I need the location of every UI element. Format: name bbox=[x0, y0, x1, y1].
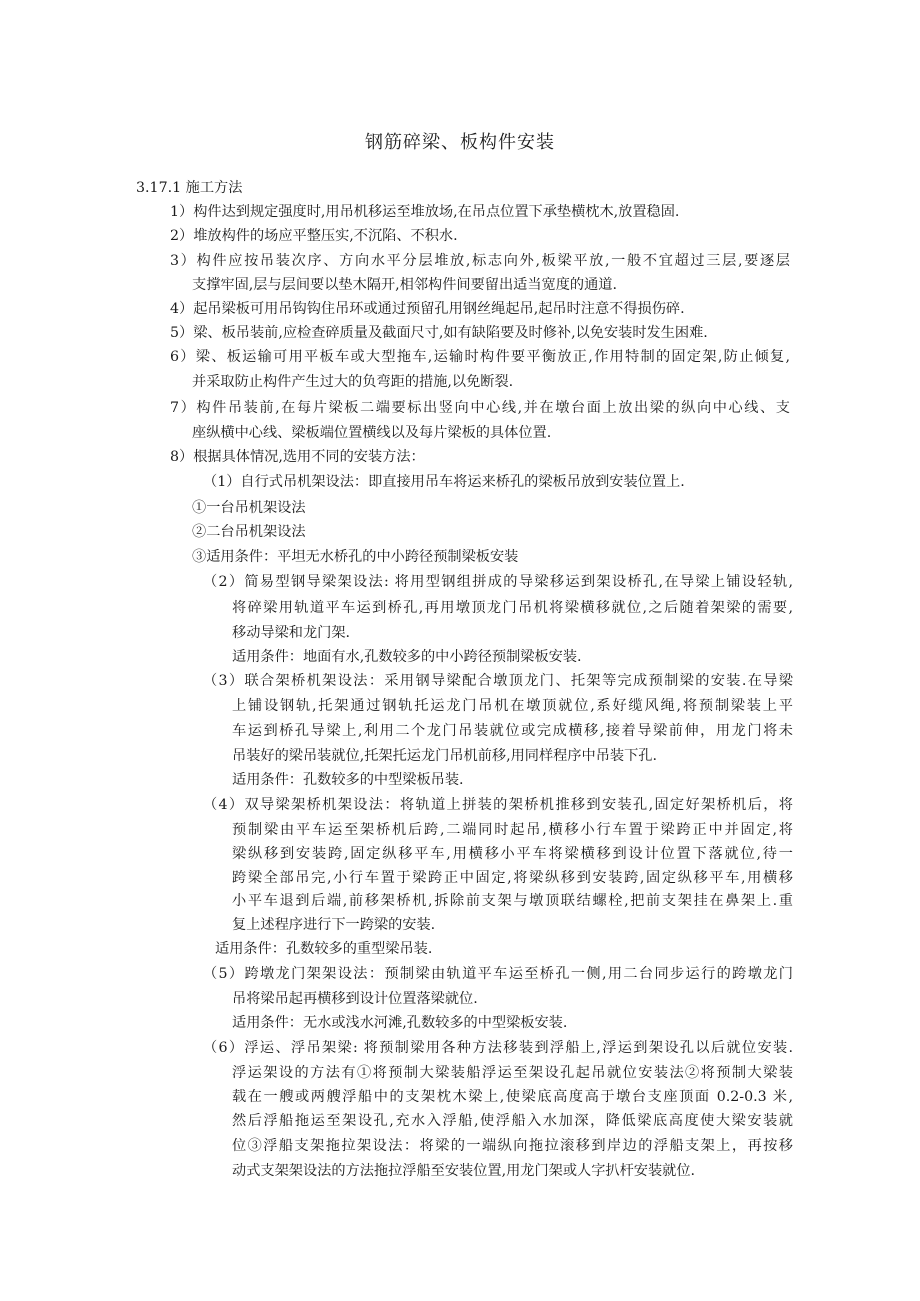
method-1-option-a: ①一台吊机架设法 bbox=[192, 500, 306, 516]
method-2-condition: 适用条件：地面有水,孔数较多的中小跨径预制梁板安装. bbox=[232, 649, 582, 665]
method-item-5: 5）梁、板吊装前,应检查碎质量及截面尺寸,如有缺陷要及时修补,以免安装时发生困难. bbox=[170, 325, 708, 341]
method-5-condition: 适用条件：无水或浅水河滩,孔数较多的中型梁板安装. bbox=[232, 1015, 568, 1031]
method-item-2: 2）堆放构件的场应平整压实,不沉陷、不积水. bbox=[170, 228, 458, 244]
method-3-line-4: 吊装好的梁吊装就位,托架托运龙门吊机前移,用同样程序中吊装下孔. bbox=[232, 748, 657, 764]
method-2-line-3: 移动导梁和龙门架. bbox=[232, 625, 351, 641]
method-6-line-2: 浮运架设的方法有①将预制大梁装船浮运至架设孔起吊就位安装法②将预制大梁装 bbox=[232, 1065, 793, 1081]
method-item-6-line-1: 6）梁、板运输可用平板车或大型拖车,运输时构件要平衡放正,作用特制的固定架,防止倾复, bbox=[170, 349, 790, 365]
method-item-7-line-1: 7）构件吊装前,在每片梁板二端要标出竖向中心线,并在墩台面上放出梁的纵向中心线、支 bbox=[170, 400, 790, 416]
method-item-3-line-1: 3）构件应按吊装次序、方向水平分层堆放,标志向外,板梁平放,一般不宜超过三层,要逐层 bbox=[170, 253, 790, 269]
method-item-7-line-2: 座纵横中心线、梁板端位置横线以及每片梁板的具体位置. bbox=[192, 425, 552, 441]
method-6-line-6: 动式支架架设法的方法拖拉浮船至安装位置,用龙门架或人字扒杆安装就位. bbox=[232, 1163, 696, 1179]
method-6-line-1: （6）浮运、浮吊架梁: 将预制梁用各种方法移装到浮船上,浮运到架设孔以后就位安装. bbox=[203, 1040, 793, 1056]
method-4-line-6: 复上述程序进行下一跨梁的安装. bbox=[232, 917, 436, 933]
method-item-3-line-2: 支撑牢固,层与层间要以垫木隔开,相邻构件间要留出适当宽度的通道. bbox=[192, 277, 617, 293]
method-1-heading: （1）自行式吊机架设法：即直接用吊车将运来桥孔的梁板吊放到安装位置上. bbox=[203, 474, 685, 490]
method-6-line-3: 载在一艘或两艘浮船中的支架枕木梁上,使梁底高度高于墩台支座顶面 0.2-0.3 米, bbox=[232, 1089, 793, 1105]
method-5-line-2: 吊将梁吊起再横移到设计位置落梁就位. bbox=[232, 991, 478, 1007]
method-3-line-3: 车运到桥孔导梁上,利用二个龙门吊装就位或完成横移,接着导梁前伸，用龙门将未 bbox=[232, 723, 793, 739]
method-1-option-b: ②二台吊机架设法 bbox=[192, 524, 306, 540]
method-4-line-1: （4）双导梁架桥机架设法：将轨道上拼装的架桥机推移到安装孔,固定好架桥机后，将 bbox=[203, 797, 793, 813]
method-item-1: 1）构件达到规定强度时,用吊机移运至堆放场,在吊点位置下承垫横枕木,放置稳固. bbox=[170, 204, 680, 220]
method-6-line-4: 然后浮船拖运至架设孔,充水入浮船,使浮船入水加深，降低梁底高度使大梁安装就 bbox=[232, 1113, 793, 1129]
method-4-condition: 适用条件：孔数较多的重型梁吊装. bbox=[215, 941, 433, 957]
method-5-line-1: （5）跨墩龙门架架设法：预制梁由轨道平车运至桥孔一侧,用二台同步运行的跨墩龙门 bbox=[203, 966, 793, 982]
method-item-6-line-2: 并采取防止构件产生过大的负弯距的措施,以免断裂. bbox=[192, 374, 514, 390]
method-item-4: 4）起吊梁板可用吊钩钩住吊环或通过预留孔用钢丝绳起吊,起吊时注意不得损伤碎. bbox=[170, 301, 685, 317]
method-4-line-2: 预制梁由平车运至架桥机后跨,二端同时起吊,横移小行车置于梁跨正中并固定,将 bbox=[232, 822, 793, 838]
method-2-line-2: 将碎梁用轨道平车运到桥孔,再用墩顶龙门吊机将梁横移就位,之后随着架梁的需要, bbox=[232, 600, 793, 616]
section-heading: 3.17.1 施工方法 bbox=[136, 180, 243, 196]
page-title: 钢筋碎梁、板构件安装 bbox=[365, 132, 555, 153]
method-3-condition: 适用条件：孔数较多的中型梁板吊装. bbox=[232, 772, 464, 788]
method-4-line-3: 梁纵移到安装跨,固定纵移平车,用横移小平车将梁横移到设计位置下落就位,待一 bbox=[232, 846, 793, 862]
method-1-condition: ③适用条件：平坦无水桥孔的中小跨径预制梁板安装 bbox=[192, 549, 519, 565]
method-3-line-1: （3）联合架桥机架设法：采用钢导梁配合墩顶龙门、托架等完成预制梁的安装.在导梁 bbox=[203, 673, 793, 689]
method-4-line-5: 小平车退到后端,前移架桥机,拆除前支架与墩顶联结螺栓,把前支架挂在鼻架上.重 bbox=[232, 893, 793, 909]
method-6-line-5: 位③浮船支架拖拉架设法：将梁的一端纵向拖拉滚移到岸边的浮船支架上，再按移 bbox=[232, 1138, 793, 1154]
method-item-8: 8）根据具体情况,选用不同的安装方法： bbox=[170, 449, 425, 465]
method-4-line-4: 跨梁全部吊完,小行车置于梁跨正中固定,将梁纵移到安装跨,固定纵移平车,用横移 bbox=[232, 870, 793, 886]
method-3-line-2: 上铺设钢轨,托架通过钢轨托运龙门吊机在墩顶就位,系好缆风绳,将预制梁装上平 bbox=[232, 698, 793, 714]
method-2-line-1: （2）简易型钢导梁架设法: 将用型钢组拼成的导梁移运到架设桥孔,在导梁上铺设轻轨, bbox=[203, 574, 793, 590]
